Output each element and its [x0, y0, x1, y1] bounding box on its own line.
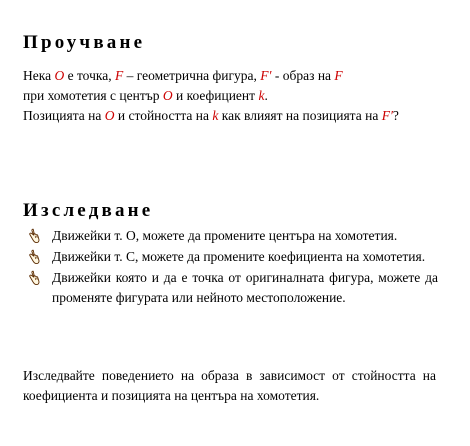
pointing-hand-icon — [26, 249, 40, 265]
intro-text: и коефициент — [172, 88, 259, 103]
intro-text: – геометрична фигура, — [123, 68, 261, 83]
conclusion-paragraph: Изследвайте поведението на образа в зависимост от стойността на коефициента и позицията на центъра на хомотетия. — [23, 368, 436, 403]
intro-text: . — [264, 88, 268, 103]
question-text: ? — [392, 108, 399, 123]
question-text: Позицията на — [23, 108, 105, 123]
list-item — [23, 247, 438, 267]
question-text: и стойността на — [114, 108, 213, 123]
symbol-f-prime: F′ — [381, 108, 393, 123]
symbol-k: k — [212, 108, 219, 123]
task-list — [23, 226, 438, 309]
symbol-f: F — [334, 68, 343, 83]
task-text: Движейки т. С, можете да промените коефициента на хомотетия. — [52, 249, 426, 264]
pointing-hand-icon — [26, 228, 40, 244]
section-title-study: Проучване — [23, 32, 146, 53]
symbol-k: k — [258, 88, 265, 103]
symbol-o: O — [162, 88, 173, 103]
symbol-f-prime: F′ — [260, 68, 272, 83]
intro-text: при хомотетия с център — [23, 88, 163, 103]
task-text: Движейки т. О, можете да промените центъра на хомотетия. — [52, 228, 398, 243]
pointing-hand-icon — [26, 270, 40, 286]
intro-paragraph — [23, 66, 436, 126]
symbol-o: O — [54, 68, 65, 83]
list-item — [23, 226, 438, 246]
section-title-explore: Изследване — [23, 200, 154, 221]
task-text: Движейки която и да е точка от оригиналната фигура, можете да променяте фигурата или нейното местоположение. — [52, 270, 438, 305]
symbol-f: F — [114, 68, 124, 83]
intro-text: - образ на — [271, 68, 335, 83]
question-text: как влияят на позицията на — [218, 108, 382, 123]
symbol-o: O — [104, 108, 115, 123]
list-item — [23, 268, 438, 308]
intro-text: Нека — [23, 68, 55, 83]
intro-text: е точка, — [64, 68, 115, 83]
